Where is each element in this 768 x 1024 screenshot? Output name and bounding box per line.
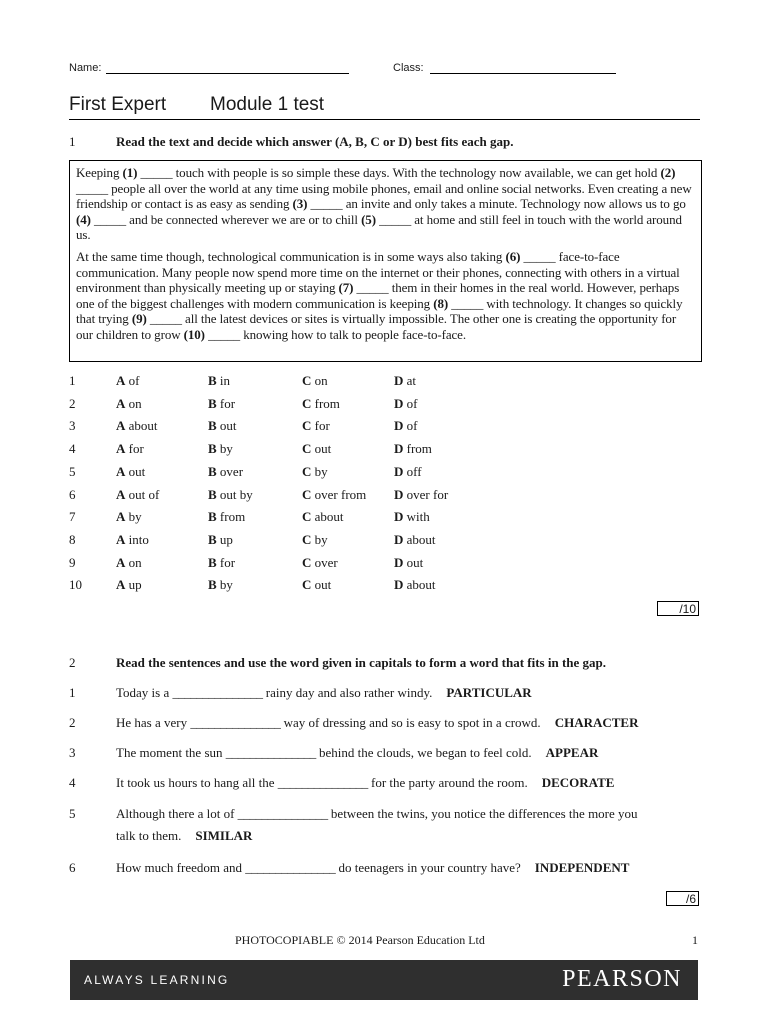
answer-blank[interactable]: _______________: [237, 806, 328, 821]
option-c[interactable]: C out: [302, 441, 332, 457]
section1-number: 1: [69, 134, 76, 149]
option-d[interactable]: D about: [394, 531, 436, 547]
publisher-banner: [70, 960, 698, 1000]
option-b[interactable]: B by: [208, 441, 233, 457]
option-b[interactable]: B for: [208, 395, 236, 411]
keyword: DECORATE: [541, 775, 615, 790]
option-a[interactable]: A into: [116, 531, 149, 547]
gap-number: (2): [660, 165, 676, 180]
option-row: [0, 440, 768, 458]
sentence-item: How much freedom and _______________ do teenagers in your country have? INDEPENDENT: [116, 860, 630, 875]
gap-number: (4): [76, 211, 91, 227]
option-row: [0, 531, 768, 549]
option-b[interactable]: B by: [208, 577, 233, 593]
option-row-number: 8: [69, 531, 76, 547]
gap-number: (10): [183, 326, 205, 342]
reading-passage: [69, 160, 702, 362]
keyword: INDEPENDENT: [534, 860, 630, 875]
option-row-number: 7: [69, 509, 76, 525]
sentence-number: 6: [69, 860, 76, 875]
passage-paragraph-1: Keeping (1) _____ touch with people is so simple these days. With the technology now available, we can get hold (2) _____ people all over the world at any time using mobile phones, email and online social networks. Even creating a new friendship or contact is as easy as sending (3) _____ an invite and only takes a minute. Technology now allows us to go (4) _____ and be connected wherever we are or to chill (5) _____ at home and still feel in touch with the world around us.: [76, 165, 692, 243]
option-row: [0, 395, 768, 413]
gap-number: (3): [292, 196, 308, 212]
gap-number: (8): [433, 295, 449, 311]
option-a[interactable]: A out: [116, 463, 146, 479]
option-row: [0, 576, 768, 594]
option-d[interactable]: D at: [394, 373, 417, 388]
keyword: PARTICULAR: [446, 685, 532, 700]
sentence-number: 5: [69, 806, 76, 821]
option-row: [0, 508, 768, 526]
section1-instruction: Read the text and decide which answer (A, B, C or D) best fits each gap.: [116, 134, 514, 149]
option-row-number: 10: [69, 577, 82, 593]
gap-number: (6): [505, 248, 521, 264]
name-field[interactable]: [106, 73, 349, 74]
keyword: APPEAR: [545, 745, 599, 760]
option-row: [0, 554, 768, 572]
option-row-number: 1: [69, 373, 76, 388]
name-label: Name:: [69, 62, 102, 74]
page-number: 1: [692, 933, 698, 947]
gap-number: (7): [338, 280, 354, 296]
class-field[interactable]: [430, 73, 616, 74]
keyword: CHARACTER: [554, 715, 639, 730]
option-c[interactable]: C from: [302, 395, 340, 411]
option-row: [0, 372, 768, 390]
option-c[interactable]: C for: [302, 418, 330, 434]
option-row: [0, 417, 768, 435]
gap-number: (9): [131, 311, 147, 327]
option-b[interactable]: B from: [208, 509, 246, 525]
sentence-number: 1: [69, 685, 76, 700]
option-d[interactable]: D off: [394, 463, 422, 479]
option-a[interactable]: A on: [116, 395, 142, 411]
answer-blank[interactable]: _______________: [190, 715, 281, 730]
sentence-item: Today is a _______________ rainy day and also rather windy. PARTICULAR: [116, 685, 532, 700]
sentence-number: 4: [69, 775, 76, 790]
section1-score-box: /10: [657, 601, 699, 616]
copyright-notice: PHOTOCOPIABLE © 2014 Pearson Education Ltd: [235, 933, 485, 947]
option-b[interactable]: B out by: [208, 486, 253, 502]
option-c[interactable]: C out: [302, 577, 332, 593]
section2-score-box: /6: [666, 891, 699, 906]
sentence-number: 3: [69, 745, 76, 760]
option-d[interactable]: D out: [394, 554, 424, 570]
class-label: Class:: [393, 62, 424, 74]
option-row-number: 4: [69, 441, 76, 457]
option-row-number: 9: [69, 554, 76, 570]
option-c[interactable]: C over: [302, 554, 338, 570]
publisher-logo: PEARSON: [562, 966, 682, 992]
title-divider: [69, 119, 700, 120]
sentence-number: 2: [69, 715, 76, 730]
answer-blank[interactable]: _______________: [277, 775, 368, 790]
option-a[interactable]: A about: [116, 418, 158, 434]
section2-number: 2: [69, 655, 76, 670]
option-a[interactable]: A by: [116, 509, 142, 525]
answer-blank[interactable]: _______________: [172, 685, 263, 700]
sentence-item: He has a very _______________ way of dressing and so is easy to spot in a crowd. CHARACTER: [116, 715, 639, 730]
option-row-number: 2: [69, 395, 76, 411]
sentence-item: The moment the sun _______________ behind the clouds, we began to feel cold. APPEAR: [116, 745, 599, 760]
book-title: First Expert: [69, 94, 167, 115]
option-row-number: 3: [69, 418, 76, 434]
option-b[interactable]: B in: [208, 373, 231, 388]
option-row-number: 5: [69, 463, 76, 479]
keyword: SIMILAR: [195, 828, 253, 843]
option-row-number: 6: [69, 486, 76, 502]
option-b[interactable]: B out: [208, 418, 237, 434]
option-a[interactable]: A on: [116, 554, 142, 570]
option-b[interactable]: B up: [208, 531, 233, 547]
sentence-item: Although there a lot of _______________ between the twins, you notice the differences the more you: [116, 806, 638, 821]
sentence-item-continued: talk to them. SIMILAR: [116, 828, 253, 843]
option-d[interactable]: D over for: [394, 486, 449, 502]
module-title: Module 1 test: [210, 94, 325, 115]
option-b[interactable]: B for: [208, 554, 236, 570]
option-a[interactable]: A of: [116, 373, 140, 388]
option-a[interactable]: A for: [116, 441, 144, 457]
option-a[interactable]: A up: [116, 577, 142, 593]
passage-paragraph-2: At the same time though, technological communication is in some ways also taking (6) _____ face-to-face communication. Many people now spend more time on the internet or their phones, connecting with others in a virtual environment than physically meeting up or staying (7) _____ them in their homes in the real world. However, perhaps one of the biggest challenges with modern communication is keeping (8) _____ with technology. It changes so quickly that trying (9) _____ all the latest devices or sites is virtually impossible. The other one is creating the opportunity for our children to grow (10) _____ knowing how to talk to people face-to-face.: [76, 248, 683, 342]
option-a[interactable]: A out of: [116, 486, 160, 502]
answer-blank[interactable]: _______________: [245, 860, 336, 875]
option-d[interactable]: D from: [394, 441, 432, 457]
option-d[interactable]: D with: [394, 509, 430, 525]
banner-tagline: ALWAYS LEARNING: [84, 973, 230, 987]
option-d[interactable]: D of: [394, 418, 418, 434]
option-c[interactable]: C about: [302, 509, 344, 525]
option-c[interactable]: C on: [302, 373, 328, 388]
option-b[interactable]: B over: [208, 463, 244, 479]
sentence-item: It took us hours to hang all the _______________ for the party around the room. DECORATE: [116, 775, 615, 790]
option-c[interactable]: C by: [302, 531, 328, 547]
option-row: [0, 463, 768, 481]
option-c[interactable]: C by: [302, 463, 328, 479]
option-row: [0, 486, 768, 504]
option-c[interactable]: C over from: [302, 486, 367, 502]
gap-number: (5): [361, 211, 376, 227]
gap-number: (1): [122, 165, 138, 180]
section2-instruction: Read the sentences and use the word given in capitals to form a word that fits in the gap.: [116, 655, 607, 670]
option-d[interactable]: D of: [394, 395, 418, 411]
answer-blank[interactable]: _______________: [225, 745, 316, 760]
option-d[interactable]: D about: [394, 577, 436, 593]
